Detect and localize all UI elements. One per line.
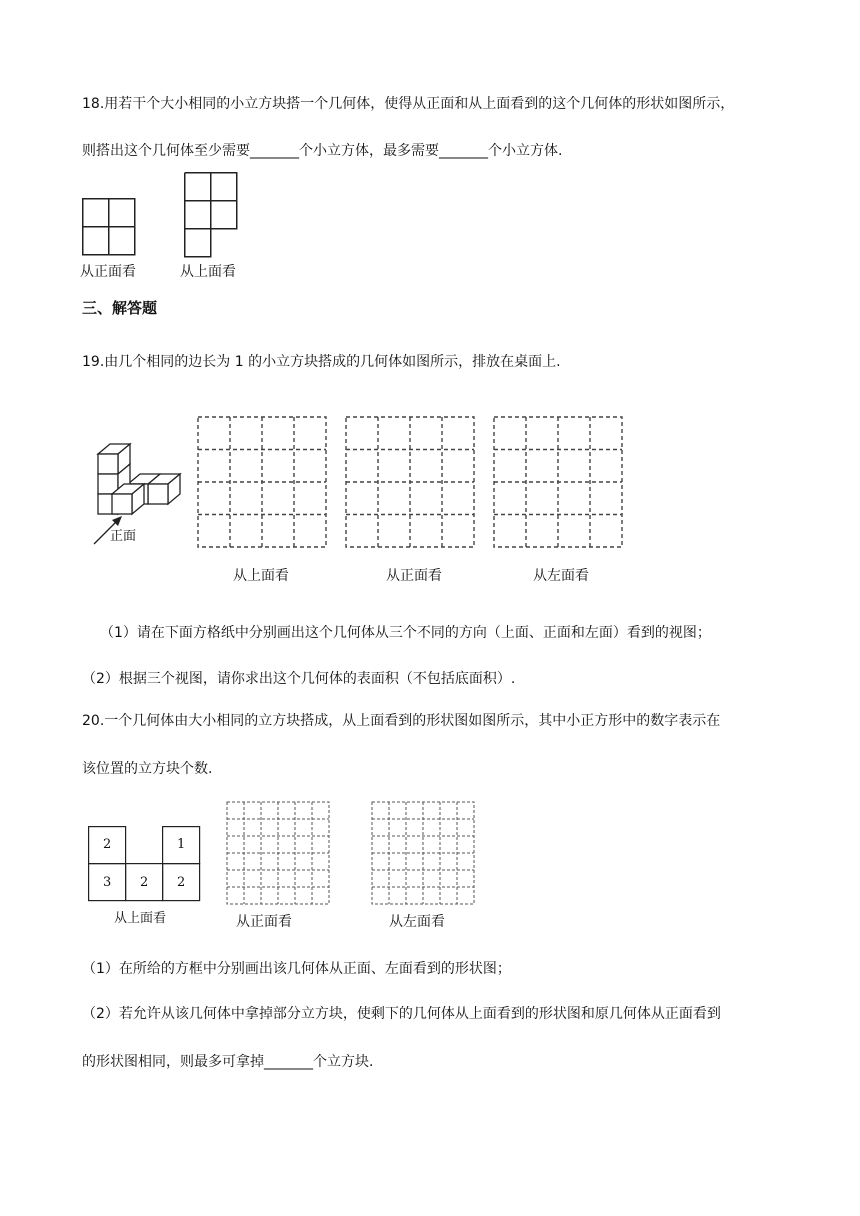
q19-caption-left: 从左面看 xyxy=(533,568,589,584)
q19-caption-front: 从正面看 xyxy=(386,568,442,584)
q20-part1: （1）在所给的方框中分别画出该几何体从正面、左面看到的形状图； xyxy=(82,961,511,977)
q20-cell-r2c2: 2 xyxy=(140,875,149,890)
q19-3d-figure xyxy=(88,440,198,550)
q18-line1: 18.用若干个大小相同的小立方块搭一个几何体，使得从正面和从上面看到的这个几何体的形状如图所示， xyxy=(82,96,735,112)
q19-grid-top xyxy=(197,416,327,548)
q19-grid-front xyxy=(345,416,475,548)
q20-caption-top: 从上面看 xyxy=(114,911,167,926)
q20-caption-left: 从左面看 xyxy=(389,914,445,930)
q20-part2-line2: 的形状图相同，则最多可拿掉_______个立方块. xyxy=(82,1054,374,1070)
q19-stem: 19.由几个相同的边长为 1 的小立方块搭成的几何体如图所示，排放在桌面上. xyxy=(82,354,561,370)
q20-cell-r1c1: 2 xyxy=(103,837,112,852)
q19-part1: （1）请在下面方格纸中分别画出这个几何体从三个不同的方向（上面、正面和左面）看到的视图； xyxy=(100,625,711,641)
q20-part2-line1: （2）若允许从该几何体中拿掉部分立方块，使剩下的几何体从上面看到的形状图和原几何体从正面看到 xyxy=(82,1006,721,1022)
q19-part2: （2）根据三个视图，请你求出这个几何体的表面积（不包括底面积）. xyxy=(82,671,516,687)
q20-stem-line2: 该位置的立方块个数. xyxy=(82,761,213,777)
q18-line2: 则搭出这个几何体至少需要_______个小立方体，最多需要_______个小立方体. xyxy=(82,143,563,159)
q18-top-caption: 从上面看 xyxy=(180,264,236,280)
q20-cell-r1c3: 1 xyxy=(177,837,186,852)
section-title: 三、解答题 xyxy=(82,299,158,317)
q20-caption-front: 从正面看 xyxy=(236,914,292,930)
q20-grid-left xyxy=(371,801,475,905)
q19-arrow-label: 正面 xyxy=(110,529,137,544)
q19-grid-left xyxy=(493,416,623,548)
q20-stem-line1: 20.一个几何体由大小相同的立方块搭成，从上面看到的形状图如图所示，其中小正方形中的数字表示在 xyxy=(82,713,721,729)
q18-top-view-figure xyxy=(184,172,240,258)
q20-cell-r2c1: 3 xyxy=(103,875,112,890)
q18-front-view-figure xyxy=(82,198,136,256)
q18-front-caption: 从正面看 xyxy=(80,264,136,280)
q19-caption-top: 从上面看 xyxy=(233,568,289,584)
q20-grid-front xyxy=(226,801,330,905)
q20-cell-r2c3: 2 xyxy=(177,875,186,890)
